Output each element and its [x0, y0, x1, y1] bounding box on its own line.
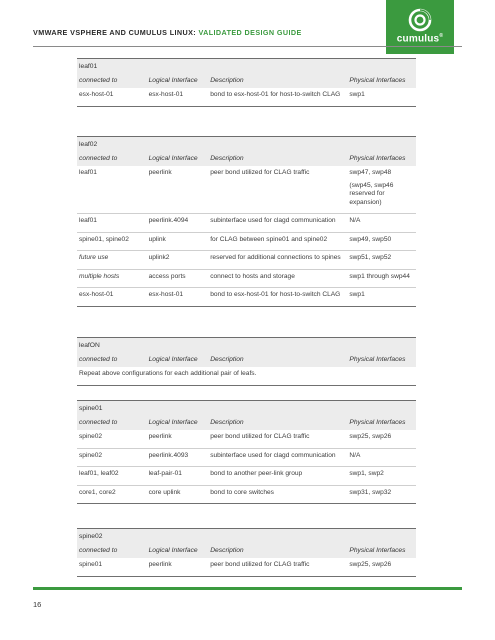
column-headers [79, 354, 414, 365]
table-leafon [77, 337, 416, 386]
col-logical-interface: Logical Interface [148, 356, 198, 363]
col-connected-to: connected to [79, 419, 118, 426]
cell-connected-to: multiple hosts [79, 272, 120, 280]
table-header [77, 400, 416, 430]
cell-logical-interface: peerlink [148, 561, 172, 568]
cell-physical-interfaces: N/A [349, 217, 361, 224]
cell-connected-to: future use [79, 254, 109, 261]
col-description: Description [210, 356, 244, 363]
col-logical-interface: Logical Interface [148, 155, 198, 162]
cell-physical-interfaces: swp25, swp26 [349, 433, 392, 440]
cell-description: connect to hosts and storage [210, 272, 295, 280]
cell-description: bond to another peer-link group [210, 470, 303, 477]
cell-description: peer bond utilized for CLAG traffic [210, 433, 310, 440]
col-physical-interfaces: Physical Interfaces [349, 547, 406, 554]
table-header [77, 528, 416, 558]
table-row [77, 88, 416, 107]
col-physical-interfaces: Physical Interfaces [349, 419, 406, 426]
cell-connected-to: leaf01, leaf02 [79, 470, 119, 477]
cell-description: bond to core switches [210, 488, 274, 496]
cell-description: subinterface used for clagd communication [210, 217, 336, 224]
table-row [77, 288, 416, 307]
page-number: 16 [33, 600, 42, 609]
document-title [33, 28, 302, 37]
table-leaf01 [77, 58, 416, 107]
table-switch-name: spine01 [79, 405, 103, 412]
cell-connected-to: spine02 [79, 433, 103, 440]
cell-connected-to: spine01 [79, 561, 103, 568]
col-physical-interfaces: Physical Interfaces [349, 77, 406, 84]
cell-physical-interfaces: swp51, swp52 [349, 254, 392, 261]
header-divider [33, 46, 462, 47]
cell-logical-interface: access ports [148, 272, 186, 280]
logo-wordmark-text: cumulus [396, 33, 440, 45]
cell-connected-to: spine01, spine02 [79, 235, 129, 243]
cell-description: subinterface used for clagd communication [210, 451, 336, 459]
cell-connected-to: esx-host-01 [79, 91, 114, 98]
column-headers [79, 417, 414, 428]
cell-logical-interface: uplink2 [148, 254, 170, 261]
cell-description: for CLAG between spine01 and spine02 [210, 235, 328, 243]
table-switch-name: leaf01 [79, 63, 98, 70]
col-connected-to: connected to [79, 356, 118, 363]
cell-connected-to: leaf01 [79, 217, 97, 224]
cell-physical-interfaces: swp31, swp32 [349, 488, 392, 496]
cell-description: reserved for additional connections to spines [210, 254, 341, 261]
cell-physical-interfaces: swp1 [349, 91, 365, 98]
col-connected-to: connected to [79, 547, 118, 554]
logo-registered-mark: ® [439, 33, 444, 39]
column-headers [79, 75, 414, 86]
cell-description: bond to esx-host-01 for host-to-switch CLAG [210, 91, 341, 98]
table-note: Repeat above configurations for each additional pair of leafs. [77, 367, 416, 386]
cell-description: peer bond utilized for CLAG traffic [210, 561, 310, 568]
cell-logical-interface: uplink [148, 235, 166, 243]
title-sub: VALIDATED DESIGN GUIDE [198, 28, 302, 37]
col-description: Description [210, 547, 244, 554]
cell-physical-interfaces: swp49, swp50 [349, 235, 392, 243]
table-row [77, 166, 416, 214]
table-switch-name: spine02 [79, 533, 103, 540]
cell-physical-interfaces: swp1, swp2 [349, 470, 384, 477]
cell-logical-interface: core uplink [148, 488, 181, 496]
column-headers [79, 153, 414, 164]
table-spine01 [77, 400, 416, 504]
table-header [77, 337, 416, 367]
cell-connected-to: spine02 [79, 451, 103, 459]
col-connected-to: connected to [79, 155, 118, 162]
col-logical-interface: Logical Interface [148, 77, 198, 84]
col-connected-to: connected to [79, 77, 118, 84]
table-row [77, 486, 416, 505]
logo-wordmark [397, 33, 443, 44]
cell-logical-interface: leaf-pair-01 [148, 470, 182, 477]
table-header [77, 58, 416, 88]
cell-connected-to: esx-host-01 [79, 291, 114, 298]
col-description: Description [210, 419, 244, 426]
table-switch-name: leaf02 [79, 141, 98, 148]
table-spine02 [77, 528, 416, 577]
table-row [77, 430, 416, 449]
table-leaf02 [77, 136, 416, 307]
cell-logical-interface: esx-host-01 [148, 291, 184, 298]
cell-physical-interfaces: N/A [349, 451, 361, 459]
table-row [77, 467, 416, 486]
title-main: VMWARE VSPHERE AND CUMULUS LINUX: [33, 28, 199, 37]
cell-logical-interface: peerlink [148, 169, 172, 176]
cell-logical-interface: peerlink.4093 [148, 451, 189, 459]
cell-description: bond to esx-host-01 for host-to-switch CLAG [210, 291, 341, 298]
footer-divider [33, 587, 462, 590]
cell-logical-interface: peerlink.4094 [148, 217, 189, 224]
col-description: Description [210, 155, 244, 162]
table-row [77, 214, 416, 233]
table-header [77, 136, 416, 166]
cell-logical-interface: esx-host-01 [148, 91, 184, 98]
cell-physical-interfaces: swp25, swp26 [349, 561, 392, 568]
col-description: Description [210, 77, 244, 84]
cell-physical-interfaces: swp1 through swp44 [349, 272, 410, 280]
cell-physical-interfaces-value: swp47, swp48 [349, 169, 392, 176]
table-row [77, 558, 416, 577]
col-physical-interfaces: Physical Interfaces [349, 155, 406, 162]
cumulus-logo-icon [408, 8, 432, 32]
cell-physical-interfaces [349, 169, 414, 207]
table-row [77, 233, 416, 252]
table-switch-name: leafON [79, 342, 100, 349]
table-row [77, 449, 416, 468]
cell-logical-interface: peerlink [148, 433, 172, 440]
cell-physical-interfaces-note: (swp45, swp46 reserved for expansion) [349, 181, 394, 206]
column-headers [79, 545, 414, 556]
col-logical-interface: Logical Interface [148, 419, 198, 426]
col-physical-interfaces: Physical Interfaces [349, 356, 406, 363]
cell-description: peer bond utilized for CLAG traffic [210, 169, 310, 176]
cell-connected-to: core1, core2 [79, 488, 116, 496]
cell-physical-interfaces: swp1 [349, 291, 365, 298]
table-row [77, 251, 416, 270]
table-row [77, 270, 416, 289]
cell-connected-to: leaf01 [79, 169, 97, 176]
col-logical-interface: Logical Interface [148, 547, 198, 554]
